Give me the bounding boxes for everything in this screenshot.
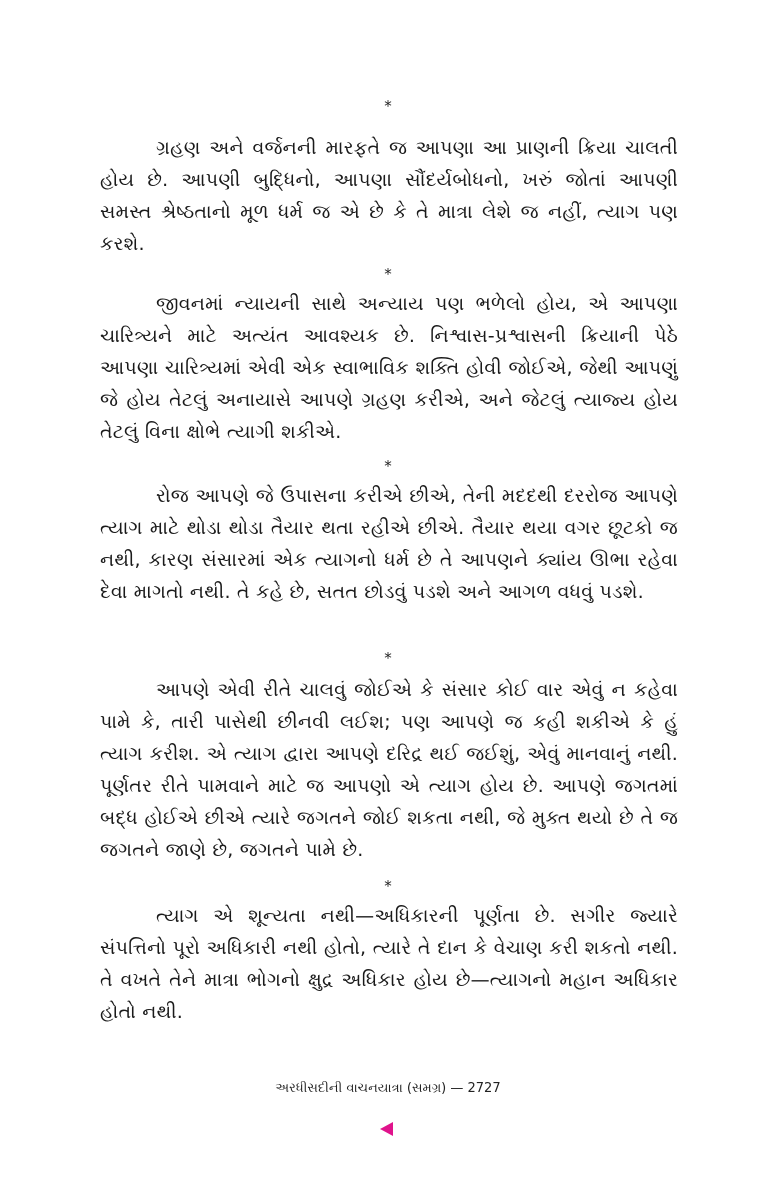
paragraph-1: ગ્રહણ અને વર્જનની મારફતે જ આપણા આ પ્રાણની ક્રિયા ચાલતી હોય છે. આપણી બુદ્ધિનો, આપણા સૌંદર્યબોધનો, ખરું જોતાં આપણી સમસ્ત શ્રેષ્ઠતાનો મૂળ ધર્મ જ એ છે કે તે માત્રા લેશે જ નહીં, ત્યાગ પણ કરશે. (100, 137, 678, 255)
section-separator: * (384, 265, 392, 283)
paragraph-5: ત્યાગ એ શૂન્યતા નથી—અધિકારની પૂર્ણતા છે. સગીર જ્યારે સંપત્તિનો પૂરો અધિકારી નથી હોતો, ત્યારે તે દાન કે વેચાણ કરી શકતો નથી. તે વખતે તેને માત્રા ભોગનો ક્ષુદ્ર અધિકાર હોય છે—ત્યાગનો મહાન અધિકાર હોતો નથી. (100, 905, 678, 1023)
page-footer: અરધીસદીની વાચનયાત્રા (સમગ્ર) — 2727 (275, 1081, 501, 1096)
section-separator: * (384, 649, 392, 667)
previous-page-arrow-icon[interactable] (380, 1122, 393, 1136)
paragraph-3: રોજ આપણે જે ઉપાસના કરીએ છીએ, તેની મદદથી દરરોજ આપણે ત્યાગ માટે થોડા થોડા તૈયાર થતા રહીએ છીએ. તૈયાર થયા વગર છૂટકો જ નથી, કારણ સંસારમાં એક ત્યાગનો ધર્મ છે તે આપણને ક્યાંય ઊભા રહેવા દેવા માગતો નથી. તે કહે છે, સતત છોડવું પડશે અને આગળ વધવું પડશે. (100, 485, 678, 603)
section-separator: * (384, 877, 392, 895)
paragraph-4: આપણે એવી રીતે ચાલવું જોઈએ કે સંસાર કોઈ વાર એવું ન કહેવા પામે કે, તારી પાસેથી છીનવી લઈશ; પણ આપણે જ કહી શકીએ કે હું ત્યાગ કરીશ. એ ત્યાગ દ્વારા આપણે દરિદ્ર થઈ જઈશું, એવું માનવાનું નથી. પૂર્ણતર રીતે પામવાને માટે જ આપણો એ ત્યાગ હોય છે. આપણે જગતમાં બદ્ધ હોઈએ છીએ ત્યારે જગતને જોઈ શકતા નથી, જે મુક્ત થયો છે તે જ જગતને જાણે છે, જગતને પામે છે. (100, 679, 678, 861)
section-separator: * (384, 97, 392, 115)
paragraph-2: જીવનમાં ન્યાયની સાથે અન્યાય પણ ભળેલો હોય, એ આપણા ચારિત્ર્યને માટે અત્યંત આવશ્યક છે. નિશ્વાસ-પ્રશ્વાસની ક્રિયાની પેઠે આપણા ચારિત્ર્યમાં એવી એક સ્વાભાવિક શક્તિ હોવી જોઈએ, જેથી આપણું જે હોય તેટલું અનાયાસે આપણે ગ્રહણ કરીએ, અને જેટલું ત્યાજ્ય હોય તેટલું વિના ક્ષોભે ત્યાગી શકીએ. (100, 293, 678, 443)
section-separator: * (384, 457, 392, 475)
